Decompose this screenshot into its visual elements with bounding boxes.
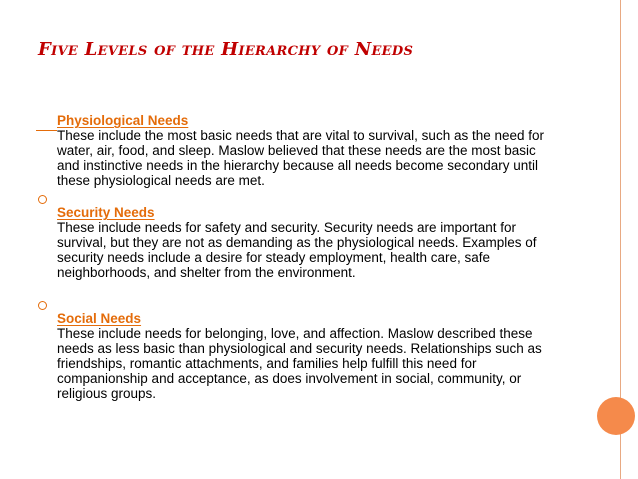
bullet-icon — [38, 301, 47, 310]
item-heading: Security Needs — [57, 205, 155, 220]
list-item-social-needs — [57, 311, 557, 401]
slide-title: Five Levels of the Hierarchy of Needs — [38, 39, 414, 60]
item-heading: Physiological Needs — [57, 113, 189, 128]
item-description: These include needs for belonging, love, and affection. Maslow described these needs as less basic than physiological and security needs. Relationships such as friendships, romantic attachments, and families help fulfill this need for companionship and acceptance, as does involvement in social, community, or religious groups. — [57, 326, 542, 401]
decorative-circle — [597, 397, 635, 435]
bullet-icon — [38, 195, 47, 204]
heading-underline-extension — [36, 130, 57, 131]
item-description: These include needs for safety and security. Security needs are important for survival, but they are not as demanding as the physiological needs. Examples of security needs include a desire for steady employment, health care, safe neighborhoods, and shelter from the environment. — [57, 220, 537, 280]
item-heading: Social Needs — [57, 311, 142, 326]
item-description: These include the most basic needs that are vital to survival, such as the need for water, air, food, and sleep. Maslow believed that these needs are the most basic and instinctive needs in the hierarchy because all needs become secondary until these physiological needs are met. — [57, 128, 545, 188]
list-item-physiological-needs — [57, 113, 557, 188]
list-item-security-needs — [57, 205, 557, 280]
